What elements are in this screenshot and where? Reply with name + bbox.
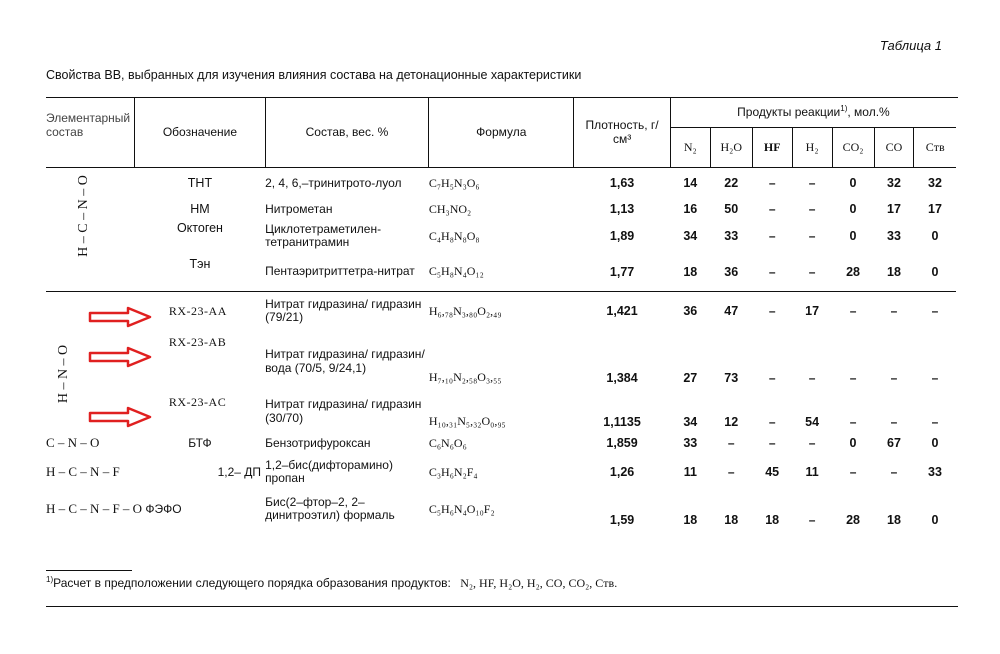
val-co2: – <box>849 415 857 429</box>
table-row <box>46 391 956 431</box>
formula: C₄H₈N₈O₈ <box>428 228 480 243</box>
header-composition: Состав, вес. % <box>265 97 429 167</box>
val-h2: 11 <box>805 465 819 479</box>
header-col-co2: CO₂ <box>832 127 874 167</box>
header-formula: Формула <box>429 97 574 167</box>
val-n2: 34 <box>683 229 698 243</box>
designation: ФЭФО <box>145 502 182 516</box>
elemental-composition: H – C – N – F – O <box>46 501 143 516</box>
composition: Нитрат гидразина/ гидразин (79/21) <box>265 297 422 325</box>
table-row <box>46 291 956 331</box>
arrow-rx23ac-icon <box>88 406 152 428</box>
table-caption: Таблица 1 <box>879 38 942 53</box>
val-h2o: 73 <box>724 371 739 385</box>
val-hf: – <box>768 202 776 216</box>
val-h2o: – <box>727 436 735 450</box>
footnote-mark: 1) <box>46 575 54 584</box>
composition: Бис(2–фтор–2, 2–динитроэтил) формаль <box>265 495 395 522</box>
composition: Нитрат гидразина/ гидразин/вода (70/5, 9/24,1) <box>265 347 425 375</box>
val-ctv: 0 <box>931 436 939 450</box>
header-designation: Обозначение <box>135 97 265 167</box>
val-hf: – <box>768 415 776 429</box>
val-hf: – <box>768 176 776 191</box>
header-col-co: CO <box>874 127 914 167</box>
val-h2o: 36 <box>724 264 739 279</box>
formula: C₅H₈N₄O₁₂ <box>428 264 484 279</box>
val-h2o: 22 <box>724 176 739 191</box>
density: 1,859 <box>606 436 638 450</box>
footnote-order: N₂, HF, H₂O, H₂, CO, CO₂, Cтв. <box>460 576 618 590</box>
val-n2: 27 <box>683 371 698 385</box>
header-density: Плотность, г/см³ <box>574 97 671 167</box>
val-ctv: 33 <box>928 465 942 479</box>
val-hf: – <box>768 436 776 450</box>
designation: 1,2– ДП <box>217 465 262 479</box>
designation: ТНТ <box>187 176 213 191</box>
header-products-unit: , мол.% <box>847 105 890 120</box>
val-co: 18 <box>887 513 901 527</box>
val-co: – <box>890 304 898 319</box>
formula: C₇H₅N₃O₆ <box>428 175 480 190</box>
composition: Нитрометан <box>265 202 333 216</box>
val-h2: – <box>808 176 816 191</box>
val-n2: 33 <box>683 436 698 450</box>
val-ctv: 32 <box>928 176 942 191</box>
val-ctv: – <box>931 415 939 429</box>
table-title: Свойства ВВ, выбранных для изучения влияния состава на детонационные характеристики <box>46 68 582 82</box>
formula: C₅H₆N₄O₁₀F₂ <box>428 501 495 516</box>
density: 1,1135 <box>603 415 641 429</box>
elemental-composition: C – N – O <box>46 435 100 450</box>
val-n2: 36 <box>683 304 698 319</box>
val-n2: 18 <box>683 513 698 527</box>
val-co2: – <box>849 465 857 479</box>
bottom-rule <box>46 606 958 607</box>
designation: RX-23-AB <box>168 335 227 349</box>
designation: БТФ <box>188 436 212 450</box>
formula: H₇,₁₀N₂,₅₈O₃,₅₅ <box>428 370 502 384</box>
val-n2: 16 <box>683 202 698 216</box>
val-co: 17 <box>887 202 901 216</box>
val-hf: – <box>768 264 776 279</box>
val-h2: – <box>808 264 816 279</box>
val-co: – <box>890 415 898 429</box>
val-ctv: 0 <box>931 264 939 279</box>
val-ctv: 0 <box>931 513 939 527</box>
table-row <box>46 253 956 291</box>
val-h2: 17 <box>805 304 820 319</box>
properties-table <box>46 97 956 529</box>
composition: 2, 4, 6,–тринитрото-луол <box>265 175 402 190</box>
density: 1,384 <box>606 371 638 385</box>
group-hcno-label: H – C – N – O <box>76 174 91 257</box>
val-co2: – <box>849 304 857 319</box>
composition: Нитрат гидразина/ гидразин (30/70) <box>265 397 422 425</box>
val-co2: 0 <box>849 229 857 243</box>
formula: C₆N₆O₆ <box>428 435 467 450</box>
header-col-ctv: Cтв <box>925 139 945 154</box>
composition: Пентаэритриттетра-нитрат <box>265 264 415 279</box>
val-co: 33 <box>887 229 901 243</box>
val-n2: 11 <box>683 465 697 479</box>
val-co: 67 <box>887 436 901 450</box>
val-co2: 0 <box>849 176 857 191</box>
density: 1,77 <box>609 264 635 279</box>
header-col-hf: HF <box>752 127 792 167</box>
density: 1,421 <box>606 304 638 319</box>
formula: H₆,₇₈N₃,₈₀O₂,₄₉ <box>428 303 502 318</box>
val-h2: – <box>808 513 816 527</box>
arrow-rx23aa-icon <box>88 306 152 328</box>
designation: RX-23-AC <box>168 395 227 409</box>
val-n2: 14 <box>683 176 698 191</box>
val-hf: – <box>768 371 776 385</box>
density: 1,26 <box>609 465 635 479</box>
table-row <box>46 455 956 489</box>
elemental-and-designation <box>46 489 265 529</box>
val-hf: 18 <box>765 513 780 527</box>
val-hf: – <box>768 304 776 319</box>
val-ctv: 0 <box>931 229 939 243</box>
val-h2o: 47 <box>724 304 739 319</box>
val-h2o: 33 <box>724 229 739 243</box>
val-h2: – <box>808 436 816 450</box>
table-row <box>46 219 956 253</box>
val-n2: 18 <box>683 264 698 279</box>
footnote-text: Расчет в предположении следующего порядка образования продуктов: <box>53 576 451 590</box>
val-h2: – <box>808 202 816 216</box>
table-row <box>46 331 956 391</box>
header-col-h2: H₂ <box>792 127 832 167</box>
group-hno-label: H – N – O <box>56 344 71 403</box>
val-h2: – <box>808 229 816 243</box>
designation: RX-23-AA <box>168 303 227 318</box>
val-ctv: – <box>931 371 939 385</box>
formula: C₃H₆N₂F₄ <box>428 464 478 479</box>
group-hcno-cell <box>46 167 135 291</box>
val-co2: 0 <box>849 436 857 450</box>
header-elemental: Элементарный состав <box>46 97 135 167</box>
footnote <box>46 575 617 591</box>
val-co: 18 <box>887 264 901 279</box>
table-row <box>46 167 956 199</box>
header-products <box>670 97 956 127</box>
composition: Бензотрифуроксан <box>265 436 371 450</box>
footnote-rule <box>46 570 132 571</box>
header-col-n2: N₂ <box>670 127 710 167</box>
table-row <box>46 431 956 455</box>
val-ctv: 17 <box>928 202 942 216</box>
formula: H₁₀,₃₁N₅,₃₂O₀,₉₅ <box>428 414 506 428</box>
density: 1,89 <box>609 229 635 243</box>
val-co: 32 <box>887 176 901 191</box>
val-h2: – <box>808 371 816 385</box>
density: 1,13 <box>609 202 635 216</box>
val-n2: 34 <box>683 415 698 429</box>
header-products-mark: 1) <box>840 104 848 114</box>
designation: Октоген <box>176 221 223 235</box>
designation: Тэн <box>189 257 211 271</box>
table-row <box>46 199 956 219</box>
elemental-composition: H – C – N – F <box>46 464 120 479</box>
val-co: – <box>890 371 898 385</box>
designation: НМ <box>190 202 210 216</box>
val-ctv: – <box>931 304 939 319</box>
val-hf: – <box>768 229 776 243</box>
arrow-rx23ab-icon <box>88 346 152 368</box>
density: 1,63 <box>609 176 635 191</box>
val-h2o: 12 <box>724 415 739 429</box>
val-co2: 28 <box>846 513 860 527</box>
val-h2o: 50 <box>724 202 739 216</box>
density: 1,59 <box>609 513 635 527</box>
val-co2: – <box>849 371 857 385</box>
val-co2: 0 <box>849 202 857 216</box>
val-h2o: 18 <box>724 513 739 527</box>
val-co: – <box>890 465 898 479</box>
val-co2: 28 <box>846 264 860 279</box>
header-row-1 <box>46 97 956 127</box>
formula: CH₃NO₂ <box>428 201 472 216</box>
val-hf: 45 <box>765 465 780 479</box>
composition: Циклотетраметилен-тетранитрамин <box>265 222 382 249</box>
table-row <box>46 489 956 529</box>
composition: 1,2–бис(дифторамино) пропан <box>265 458 393 485</box>
header-products-label: Продукты реакции <box>737 105 841 120</box>
val-h2: 54 <box>805 415 820 429</box>
val-h2o: – <box>727 465 735 479</box>
header-col-h2o: H₂O <box>710 127 752 167</box>
